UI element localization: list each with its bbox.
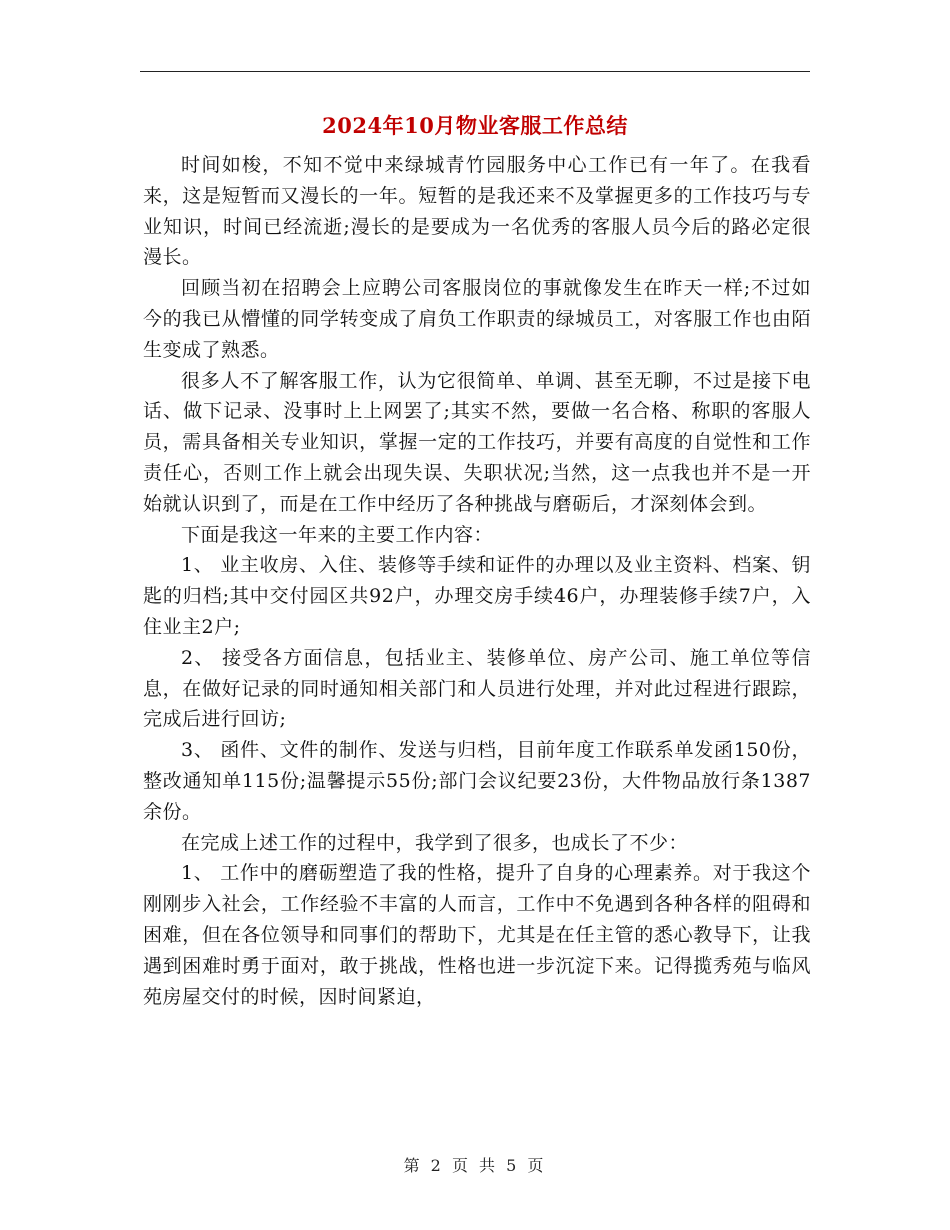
page-number: 第 2 页 共 5 页 <box>403 1156 547 1175</box>
paragraph: 很多人不了解客服工作，认为它很简单、单调、甚至无聊，不过是接下电话、做下记录、没事时上上网罢了;其实不然，要做一名合格、称职的客服人员，需具备相关专业知识，掌握一定的工作技巧，并要有高度的自觉性和工作责任心，否则工作上就会出现失误、失职状况;当然，这一点我也并不是一开始就认识到了，而是在工作中经历了各种挑战与磨砺后，才深刻体会到。 <box>143 369 811 515</box>
list-item: 1、 工作中的磨砺塑造了我的性格，提升了自身的心理素养。对于我这个刚刚步入社会，工作经验不丰富的人而言，工作中不免遇到各种各样的阻碍和困难，但在各位领导和同事们的帮助下，尤其是在任主管的悉心教导下，让我遇到困难时勇于面对，敢于挑战，性格也进一步沉淀下来。记得揽秀苑与临风苑房屋交付的时候，因时间紧迫， <box>143 862 811 1008</box>
list-item: 1、 业主收房、入住、装修等手续和证件的办理以及业主资料、档案、钥匙的归档;其中交付园区共92户，办理交房手续46户，办理装修手续7户，入住业主2户; <box>143 554 811 638</box>
document-title: 2024年10月物业客服工作总结 <box>322 113 628 138</box>
paragraph: 在完成上述工作的过程中，我学到了很多，也成长了不少： <box>181 831 689 854</box>
paragraph: 时间如梭，不知不觉中来绿城青竹园服务中心工作已有一年了。在我看来，这是短暂而又漫长的一年。短暂的是我还来不及掌握更多的工作技巧与专业知识，时间已经流逝;漫长的是要成为一名优秀的客服人员今后的路必定很漫长。 <box>143 154 811 269</box>
list-item: 2、 接受各方面信息，包括业主、装修单位、房产公司、施工单位等信息，在做好记录的同时通知相关部门和人员进行处理，并对此过程进行跟踪，完成后进行回访; <box>143 646 811 731</box>
header-rule <box>140 71 810 72</box>
list-item: 3、 函件、文件的制作、发送与归档，目前年度工作联系单发函150份，整改通知单115份;温馨提示55份;部门会议纪要23份，大件物品放行条1387余份。 <box>143 739 811 823</box>
paragraph: 回顾当初在招聘会上应聘公司客服岗位的事就像发生在昨天一样;不过如今的我已从懵懂的同学转变成了肩负工作职责的绿城员工，对客服工作也由陌生变成了熟悉。 <box>143 277 811 361</box>
document-body <box>143 150 811 1012</box>
paragraph: 下面是我这一年来的主要工作内容： <box>181 523 494 546</box>
